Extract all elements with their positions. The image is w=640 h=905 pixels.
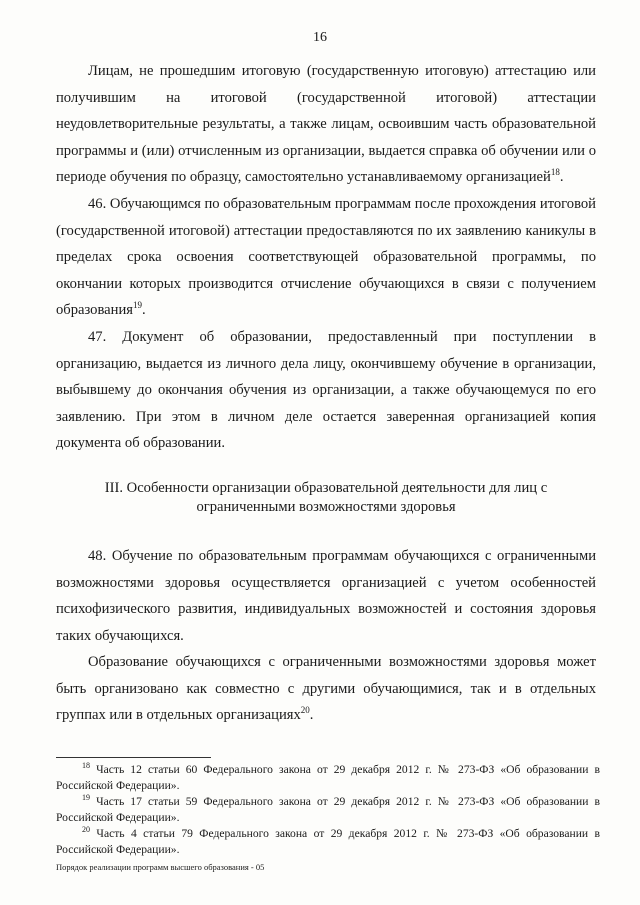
footnotes	[56, 762, 600, 858]
page-footer: Порядок реализации программ высшего образования - 05	[56, 862, 265, 872]
footnote-ref[interactable]: 18	[550, 167, 560, 178]
paragraph: 46. Обучающимся по образовательным программам после прохождения итоговой (государственной итоговой) аттестации предоставляются по их заявлению каникулы в пределах срока освоения соответствующей образовательной программы, по окончании которых производится отчисление обучающихся в связи с получением образования$^{19}$.	[56, 195, 596, 319]
footnote: $^{18}$ Часть 12 статьи 60 Федерального закона от 29 декабря 2012 г. № 273-ФЗ «Об образовании в Российской Федерации».	[56, 761, 600, 792]
footnote: $^{20}$ Часть 4 статьи 79 Федерального закона от 29 декабря 2012 г. № 273-ФЗ «Об образовании в Российской Федерации».	[56, 825, 600, 856]
document-body	[56, 58, 596, 729]
paragraph: Лицам, не прошедшим итоговую (государственную итоговую) аттестацию или получившим на итоговой (государственной итоговой) аттестации неудовлетворительные результаты, а также лицам, освоившим часть образовательной программы и (или) отчисленным из организации, выдается справка об обучении или о периоде обучения по образцу, самостоятельно устанавливаемому организацией$^{18}$.	[56, 63, 596, 186]
page-number: 16	[313, 30, 327, 45]
footnote-ref[interactable]: 19	[132, 300, 142, 311]
footnote-divider	[56, 757, 211, 758]
footnote: $^{19}$ Часть 17 статьи 59 Федерального закона от 29 декабря 2012 г. № 273-ФЗ «Об образовании в Российской Федерации».	[56, 793, 600, 824]
paragraph: 48. Обучение по образовательным программам обучающихся с ограниченными возможностями здоровья осуществляется организацией с учетом особенностей психофизического развития, индивидуальных возможностей и состояния здоровья таких обучающихся.	[56, 547, 596, 644]
section-heading: III. Особенности организации образовательной деятельности для лиц с ограниченными возможностями здоровья	[104, 479, 548, 515]
footnote-ref[interactable]: 20	[300, 705, 310, 716]
paragraph: 47. Документ об образовании, предоставленный при поступлении в организацию, выдается из личного дела лицу, окончившему обучение в организации, выбывшему до окончания обучения из организации, а также обучающемуся по его заявлению. При этом в личном деле остается заверенная организацией копия документа об образовании.	[56, 328, 596, 452]
paragraph: Образование обучающихся с ограниченными возможностями здоровья может быть организовано как совместно с другими обучающимися, так и в отдельных группах или в отдельных организациях$^{20}$.	[56, 654, 596, 724]
